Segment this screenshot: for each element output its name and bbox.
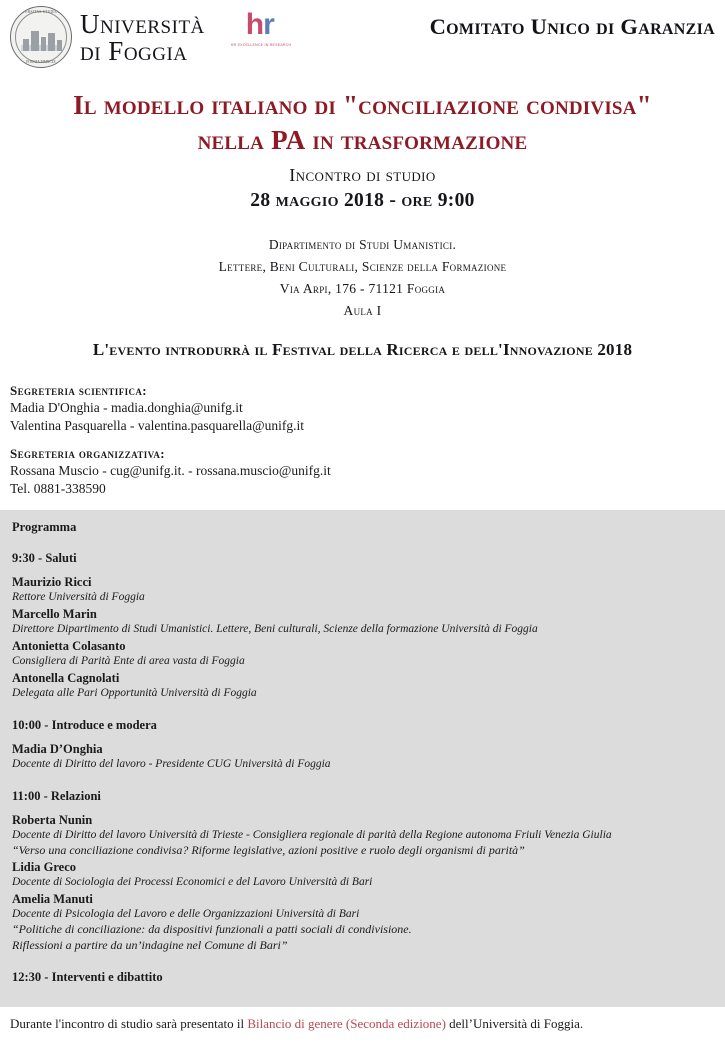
person-role: Rettore Università di Foggia — [12, 591, 145, 604]
page-title-line2 — [18, 123, 707, 158]
person-name: Roberta Nunin — [12, 812, 93, 827]
program-person — [12, 741, 713, 772]
page-title-line2-b: in trasformazione — [305, 124, 528, 155]
program-slot — [12, 789, 713, 954]
scientific-secretariat-contact: Madia D'Onghia - madia.donghia@unifg.it — [10, 399, 243, 415]
university-logo — [10, 6, 205, 68]
person-name: Maurizio Ricci — [12, 575, 92, 590]
page-title-line2-a: nella — [197, 124, 272, 155]
person-talk-title: “Verso una conciliazione condivisa? Riforme legislative, azioni positive e ruolo degli organismi di parità” — [12, 842, 525, 857]
program-title: Programma — [12, 520, 77, 535]
venue-line: Via Arpi, 176 - 71121 Foggia — [279, 280, 446, 296]
venue-line: Dipartimento di Studi Umanistici. — [268, 237, 457, 253]
secretariat-block — [10, 382, 715, 499]
person-name: Antonella Cagnolati — [12, 670, 120, 685]
hr-logo-h: h — [245, 8, 264, 41]
hr-excellence-logo — [230, 8, 292, 47]
organizing-secretariat-contact: Rossana Muscio - cug@unifg.it. - rossana.muscio@unifg.it — [10, 463, 331, 479]
footer-text-before: Durante l'incontro di studio sarà presentato il — [10, 1016, 248, 1032]
seal-towers — [23, 29, 59, 51]
university-name-line1: Università — [80, 9, 205, 39]
venue-line: Lettere, Beni Culturali, Scienze della Formazione — [218, 258, 507, 274]
person-name: Madia D’Onghia — [12, 741, 103, 756]
venue-line: Aula I — [343, 302, 382, 318]
page-subtitle: Incontro di studio — [289, 165, 436, 186]
page-title-pa: PA — [271, 124, 306, 155]
footer-note — [10, 1016, 715, 1033]
venue-block — [0, 234, 725, 321]
hr-logo-subtitle: HR EXCELLENCE IN RESEARCH — [230, 43, 292, 47]
footer-highlight: Bilancio di genere (Seconda edizione) — [247, 1016, 446, 1032]
program-slot-time: 12:30 - Interventi e dibattito — [12, 970, 163, 985]
program-slot — [12, 551, 713, 701]
person-role: Docente di Diritto del lavoro - Presidente CUG Università di Foggia — [12, 757, 331, 770]
person-role: Direttore Dipartimento di Studi Umanistici. Lettere, Beni culturali, Scienze della formazione Università di Foggia — [12, 623, 538, 636]
person-talk-title: Riflessioni a partire da un’indagine nel Comune di Bari” — [12, 937, 288, 952]
organizing-secretariat-phone: Tel. 0881-338590 — [10, 481, 106, 497]
hr-logo-r: r — [263, 8, 274, 41]
person-name: Amelia Manuti — [12, 892, 93, 907]
university-name — [80, 9, 205, 65]
person-name: Marcello Marin — [12, 607, 97, 622]
program-person — [12, 859, 713, 890]
program-person — [12, 812, 713, 859]
seal-bottom-text: FOGGIA MMXCIX — [26, 60, 56, 64]
event-date: 28 maggio 2018 - ore 9:00 — [250, 190, 475, 212]
person-role: Docente di Diritto del lavoro Università di Trieste - Consigliera regionale di parità della Regione autonoma Friuli Venezia Giulia — [12, 828, 612, 841]
person-talk-title: “Politiche di conciliazione: da dispositivi funzionali a patti sociali di condivisione. — [12, 922, 412, 937]
program-person — [12, 638, 713, 669]
program-person — [12, 606, 713, 637]
program-person — [12, 891, 713, 953]
page-title — [18, 88, 707, 157]
page-title-line1: Il modello italiano di "conciliazione condivisa" — [73, 90, 652, 120]
person-role: Docente di Psicologia del Lavoro e delle Organizzazioni Università di Bari — [12, 908, 360, 921]
university-name-line2: di Foggia — [80, 36, 188, 66]
event-note: L'evento introdurrà il Festival della Ricerca e dell'Innovazione 2018 — [92, 339, 633, 359]
person-role: Consigliera di Parità Ente di area vasta di Foggia — [12, 654, 245, 667]
scientific-secretariat-contact: Valentina Pasquarella - valentina.pasquarella@unifg.it — [10, 417, 304, 433]
page-header — [0, 0, 725, 80]
hr-logo-mark — [231, 10, 289, 40]
person-role: Delegata alle Pari Opportunità Università di Foggia — [12, 686, 257, 699]
person-name: Antonietta Colasanto — [12, 638, 126, 653]
person-name: Lidia Greco — [12, 860, 77, 875]
footer-text-after: dell’Università di Foggia. — [445, 1016, 584, 1032]
university-seal-icon — [10, 6, 72, 68]
program-person — [12, 574, 713, 605]
person-role: Docente di Sociologia dei Processi Economici e del Lavoro Università di Bari — [12, 876, 373, 889]
scientific-secretariat-heading: Segreteria scientifica: — [10, 382, 148, 398]
program-slot-time: 11:00 - Relazioni — [12, 788, 101, 803]
organizing-secretariat-heading: Segreteria organizzativa: — [10, 446, 166, 462]
program-slot — [12, 718, 713, 772]
program-slot-time: 9:30 - Saluti — [12, 551, 77, 566]
program-section — [0, 510, 725, 1007]
program-slot — [12, 970, 713, 985]
program-person — [12, 670, 713, 701]
seal-top-text: UNIVERSITAS STUDIORUM — [15, 10, 67, 14]
cug-title: Comitato Unico di Garanzia — [429, 14, 715, 39]
program-slot-time: 10:00 - Introduce e modera — [12, 717, 157, 732]
